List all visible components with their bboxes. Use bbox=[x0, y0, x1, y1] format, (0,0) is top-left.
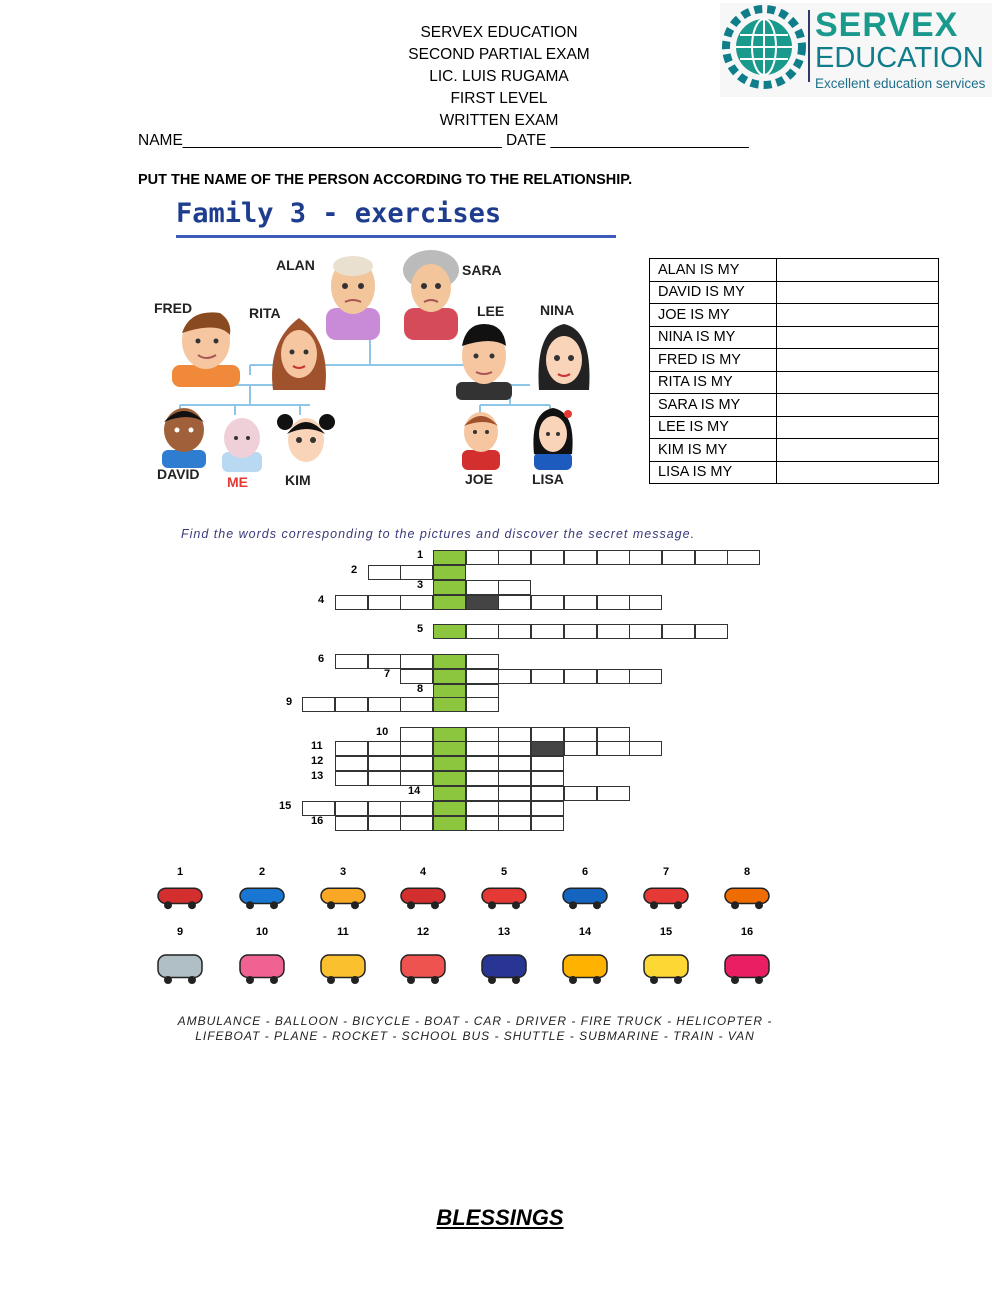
crossword-secret-cell[interactable] bbox=[433, 595, 466, 610]
crossword-number: 7 bbox=[384, 668, 391, 680]
crossword-cell[interactable] bbox=[335, 654, 368, 669]
crossword-cell[interactable] bbox=[498, 595, 531, 610]
crossword-cell[interactable] bbox=[466, 595, 499, 610]
crossword-cell[interactable] bbox=[466, 697, 499, 712]
crossword-cell[interactable] bbox=[564, 624, 597, 639]
header-line-2: SECOND PARTIAL EXAM bbox=[408, 46, 590, 63]
instruction: PUT THE NAME OF THE PERSON ACCORDING TO THE RELATIONSHIP. bbox=[138, 172, 633, 188]
word-list-line-2: LIFEBOAT - PLANE - ROCKET - SCHOOL BUS - SHUTTLE - SUBMARINE - TRAIN - VAN bbox=[195, 1029, 755, 1043]
fire-truck-icon bbox=[393, 878, 453, 912]
crossword-cell[interactable] bbox=[597, 595, 630, 610]
transport-number: 3 bbox=[339, 866, 347, 878]
transport-number: 10 bbox=[255, 926, 269, 938]
crossword-cell[interactable] bbox=[498, 741, 531, 756]
answer-cell[interactable] bbox=[777, 326, 939, 349]
crossword-cell[interactable] bbox=[531, 801, 564, 816]
crossword-cell[interactable] bbox=[466, 801, 499, 816]
label-david: DAVID bbox=[157, 466, 200, 482]
crossword-cell[interactable] bbox=[498, 816, 531, 831]
table-row bbox=[650, 461, 939, 484]
crossword-number: 15 bbox=[279, 800, 292, 812]
label-lisa: LISA bbox=[532, 471, 564, 487]
table-row bbox=[650, 371, 939, 394]
crossword-cell[interactable] bbox=[531, 741, 564, 756]
crossword-cell[interactable] bbox=[400, 654, 433, 669]
crossword-cell[interactable] bbox=[400, 741, 433, 756]
crossword-cell[interactable] bbox=[531, 727, 564, 742]
crossword-cell[interactable] bbox=[564, 727, 597, 742]
crossword-cell[interactable] bbox=[400, 595, 433, 610]
crossword-secret-cell[interactable] bbox=[433, 756, 466, 771]
shuttle-icon bbox=[232, 940, 292, 990]
crossword-cell[interactable] bbox=[400, 756, 433, 771]
crossword-cell[interactable] bbox=[531, 816, 564, 831]
balloon-icon bbox=[393, 940, 453, 990]
name-date-line: NAME_____________________________________ DATE _______________________ bbox=[138, 132, 749, 149]
crossword-secret-cell[interactable] bbox=[433, 697, 466, 712]
crossword-cell[interactable] bbox=[662, 624, 695, 639]
crossword-cell[interactable] bbox=[564, 741, 597, 756]
transport-number: 7 bbox=[662, 866, 670, 878]
crossword-cell[interactable] bbox=[629, 669, 662, 684]
crossword-cell[interactable] bbox=[466, 771, 499, 786]
crossword-cell[interactable] bbox=[368, 816, 401, 831]
crossword-cell[interactable] bbox=[597, 624, 630, 639]
label-alan: ALAN bbox=[276, 257, 315, 273]
crossword-cell[interactable] bbox=[302, 801, 335, 816]
helicopter-icon bbox=[150, 878, 210, 912]
rocket-icon bbox=[150, 940, 210, 990]
relationship-table bbox=[649, 258, 939, 484]
relationship-prompt: JOE IS MY bbox=[650, 304, 777, 327]
crossword-cell[interactable] bbox=[466, 756, 499, 771]
crossword-cell[interactable] bbox=[629, 595, 662, 610]
crossword-cell[interactable] bbox=[400, 771, 433, 786]
transport-number: 14 bbox=[578, 926, 592, 938]
logo-tagline: Excellent education services bbox=[815, 76, 986, 91]
fred-face-icon bbox=[170, 305, 242, 387]
crossword-cell[interactable] bbox=[400, 801, 433, 816]
school-bus-icon bbox=[313, 940, 373, 990]
answer-cell[interactable] bbox=[777, 394, 939, 417]
crossword-cell[interactable] bbox=[498, 550, 531, 565]
crossword-cell[interactable] bbox=[400, 697, 433, 712]
crossword-number: 3 bbox=[417, 579, 424, 591]
transport-number: 6 bbox=[581, 866, 589, 878]
crossword-cell[interactable] bbox=[531, 771, 564, 786]
answer-cell[interactable] bbox=[777, 259, 939, 282]
table-row bbox=[650, 259, 939, 282]
crossword-secret-cell[interactable] bbox=[433, 624, 466, 639]
crossword-cell[interactable] bbox=[498, 786, 531, 801]
crossword-number: 11 bbox=[311, 740, 323, 752]
crossword-cell[interactable] bbox=[335, 816, 368, 831]
label-nina: NINA bbox=[540, 302, 575, 318]
crossword-cell[interactable] bbox=[498, 727, 531, 742]
crossword-secret-cell[interactable] bbox=[433, 741, 466, 756]
label-kim: KIM bbox=[285, 472, 311, 488]
relationship-prompt: SARA IS MY bbox=[650, 394, 777, 417]
crossword-secret-cell[interactable] bbox=[433, 771, 466, 786]
crossword-cell[interactable] bbox=[368, 741, 401, 756]
header-line-5: WRITTEN EXAM bbox=[439, 112, 559, 129]
answer-cell[interactable] bbox=[777, 349, 939, 372]
relationship-prompt: FRED IS MY bbox=[650, 349, 777, 372]
crossword-cell[interactable] bbox=[368, 697, 401, 712]
logo-subtitle: EDUCATION bbox=[815, 42, 984, 74]
label-me: ME bbox=[227, 474, 248, 490]
submarine-icon bbox=[636, 940, 696, 990]
crossword-cell[interactable] bbox=[400, 727, 433, 742]
crossword-secret-cell[interactable] bbox=[433, 727, 466, 742]
crossword-number: 12 bbox=[311, 755, 324, 767]
label-rita: RITA bbox=[249, 305, 281, 321]
car-icon bbox=[717, 878, 777, 912]
crossword-cell[interactable] bbox=[466, 741, 499, 756]
driver-icon bbox=[555, 940, 615, 990]
crossword-secret-cell[interactable] bbox=[433, 550, 466, 565]
crossword-cell[interactable] bbox=[629, 741, 662, 756]
transport-number: 15 bbox=[659, 926, 673, 938]
boat-icon bbox=[232, 878, 292, 912]
crossword-cell[interactable] bbox=[335, 756, 368, 771]
answer-cell[interactable] bbox=[777, 461, 939, 484]
plane-icon bbox=[555, 878, 615, 912]
crossword-number: 8 bbox=[417, 683, 424, 695]
david-face-icon bbox=[158, 400, 210, 468]
relationship-prompt: LEE IS MY bbox=[650, 416, 777, 439]
relationship-prompt: NINA IS MY bbox=[650, 326, 777, 349]
table-row bbox=[650, 349, 939, 372]
crossword-cell[interactable] bbox=[597, 669, 630, 684]
crossword-cell[interactable] bbox=[466, 816, 499, 831]
relationship-prompt: LISA IS MY bbox=[650, 461, 777, 484]
crossword-instruction: Find the words corresponding to the pictures and discover the secret message. bbox=[181, 527, 696, 541]
crossword-number: 4 bbox=[318, 594, 325, 606]
crossword-secret-cell[interactable] bbox=[433, 580, 466, 595]
table-row bbox=[650, 439, 939, 462]
transport-number: 4 bbox=[419, 866, 427, 878]
crossword-cell[interactable] bbox=[662, 550, 695, 565]
lifeboat-icon bbox=[636, 878, 696, 912]
table-row bbox=[650, 304, 939, 327]
crossword-cell[interactable] bbox=[597, 786, 630, 801]
crossword-cell[interactable] bbox=[727, 550, 760, 565]
crossword-cell[interactable] bbox=[335, 595, 368, 610]
relationship-prompt: DAVID IS MY bbox=[650, 281, 777, 304]
table-row bbox=[650, 281, 939, 304]
train-icon bbox=[474, 940, 534, 990]
crossword-secret-cell[interactable] bbox=[433, 565, 466, 580]
label-joe: JOE bbox=[465, 471, 494, 487]
crossword-cell[interactable] bbox=[597, 741, 630, 756]
crossword-secret-cell[interactable] bbox=[433, 654, 466, 669]
crossword-cell[interactable] bbox=[466, 580, 499, 595]
crossword-cell[interactable] bbox=[466, 624, 499, 639]
crossword-number: 9 bbox=[286, 696, 293, 708]
crossword-cell[interactable] bbox=[302, 697, 335, 712]
transport-number: 2 bbox=[258, 866, 266, 878]
relationship-prompt: ALAN IS MY bbox=[650, 259, 777, 282]
crossword-cell[interactable] bbox=[629, 550, 662, 565]
crossword-cell[interactable] bbox=[335, 697, 368, 712]
crossword-cell[interactable] bbox=[498, 756, 531, 771]
crossword-number: 14 bbox=[408, 785, 421, 797]
crossword-secret-cell[interactable] bbox=[433, 801, 466, 816]
crossword-number: 1 bbox=[417, 549, 424, 561]
crossword-number: 16 bbox=[311, 815, 324, 827]
joe-face-icon bbox=[458, 404, 504, 470]
crossword-cell[interactable] bbox=[498, 771, 531, 786]
answer-cell[interactable] bbox=[777, 371, 939, 394]
label-sara: SARA bbox=[462, 262, 502, 278]
crossword-secret-cell[interactable] bbox=[433, 786, 466, 801]
crossword-cell[interactable] bbox=[368, 771, 401, 786]
crossword-cell[interactable] bbox=[466, 786, 499, 801]
table-row bbox=[650, 326, 939, 349]
footer-blessings: BLESSINGS bbox=[436, 1205, 564, 1230]
crossword-secret-cell[interactable] bbox=[433, 816, 466, 831]
globe-gear-icon bbox=[722, 5, 806, 89]
label-fred: FRED bbox=[154, 300, 193, 316]
crossword-cell[interactable] bbox=[368, 595, 401, 610]
crossword-cell[interactable] bbox=[597, 727, 630, 742]
crossword-cell[interactable] bbox=[400, 669, 433, 684]
transport-number: 5 bbox=[500, 866, 508, 878]
answer-cell[interactable] bbox=[777, 416, 939, 439]
transport-number: 13 bbox=[497, 926, 511, 938]
transport-number: 11 bbox=[337, 926, 349, 938]
crossword-cell[interactable] bbox=[466, 550, 499, 565]
crossword-number: 6 bbox=[318, 653, 325, 665]
crossword-cell[interactable] bbox=[368, 756, 401, 771]
crossword-cell[interactable] bbox=[531, 756, 564, 771]
crossword-cell[interactable] bbox=[335, 771, 368, 786]
crossword-cell[interactable] bbox=[564, 595, 597, 610]
ambulance-icon bbox=[474, 878, 534, 912]
crossword-cell[interactable] bbox=[695, 550, 728, 565]
crossword-cell[interactable] bbox=[400, 816, 433, 831]
header-line-1: SERVEX EDUCATION bbox=[420, 24, 578, 41]
relationship-prompt: KIM IS MY bbox=[650, 439, 777, 462]
crossword-cell[interactable] bbox=[368, 565, 401, 580]
crossword-secret-cell[interactable] bbox=[433, 669, 466, 684]
crossword-cell[interactable] bbox=[466, 654, 499, 669]
relationship-prompt: RITA IS MY bbox=[650, 371, 777, 394]
transport-number: 8 bbox=[743, 866, 751, 878]
family-title-underline bbox=[176, 235, 616, 238]
crossword-cell[interactable] bbox=[498, 580, 531, 595]
crossword-cell[interactable] bbox=[564, 786, 597, 801]
transport-number: 1 bbox=[176, 866, 184, 878]
label-lee: LEE bbox=[477, 303, 505, 319]
lee-face-icon bbox=[452, 318, 516, 400]
lisa-face-icon bbox=[528, 404, 578, 470]
crossword-cell[interactable] bbox=[335, 741, 368, 756]
kim-face-icon bbox=[277, 404, 335, 472]
answer-cell[interactable] bbox=[777, 439, 939, 462]
crossword-number: 5 bbox=[417, 623, 424, 635]
word-list-line-1: AMBULANCE - BALLOON - BICYCLE - BOAT - CAR - DRIVER - FIRE TRUCK - HELICOPTER - bbox=[177, 1014, 773, 1028]
van-icon bbox=[313, 878, 373, 912]
crossword-cell[interactable] bbox=[629, 624, 662, 639]
nina-face-icon bbox=[535, 318, 593, 400]
header-line-3: LIC. LUIS RUGAMA bbox=[429, 68, 569, 85]
crossword-cell[interactable] bbox=[368, 654, 401, 669]
crossword-cell[interactable] bbox=[695, 624, 728, 639]
table-row bbox=[650, 416, 939, 439]
crossword-number: 13 bbox=[311, 770, 324, 782]
transport-number: 16 bbox=[740, 926, 754, 938]
transport-number: 12 bbox=[416, 926, 430, 938]
crossword-cell[interactable] bbox=[466, 669, 499, 684]
answer-cell[interactable] bbox=[777, 281, 939, 304]
crossword-cell[interactable] bbox=[564, 669, 597, 684]
header-line-4: FIRST LEVEL bbox=[450, 90, 548, 107]
me-baby-face-icon bbox=[218, 414, 266, 472]
crossword-cell[interactable] bbox=[335, 801, 368, 816]
table-row bbox=[650, 394, 939, 417]
crossword-cell[interactable] bbox=[466, 727, 499, 742]
crossword-number: 10 bbox=[376, 726, 389, 738]
crossword-cell[interactable] bbox=[498, 624, 531, 639]
crossword-cell[interactable] bbox=[531, 595, 564, 610]
crossword-cell[interactable] bbox=[368, 801, 401, 816]
crossword-cell[interactable] bbox=[531, 669, 564, 684]
transport-number: 9 bbox=[176, 926, 184, 938]
rita-face-icon bbox=[265, 312, 333, 392]
crossword-cell[interactable] bbox=[531, 624, 564, 639]
crossword-cell[interactable] bbox=[564, 550, 597, 565]
logo-title: SERVEX bbox=[815, 6, 959, 44]
crossword-cell[interactable] bbox=[498, 801, 531, 816]
crossword-cell[interactable] bbox=[597, 550, 630, 565]
answer-cell[interactable] bbox=[777, 304, 939, 327]
bicycle-icon bbox=[717, 940, 777, 990]
family-title: Family 3 - exercises bbox=[176, 198, 502, 229]
crossword-cell[interactable] bbox=[531, 786, 564, 801]
crossword-cell[interactable] bbox=[498, 669, 531, 684]
crossword-cell[interactable] bbox=[400, 565, 433, 580]
crossword-number: 2 bbox=[351, 564, 358, 576]
crossword-cell[interactable] bbox=[531, 550, 564, 565]
logo-divider bbox=[808, 10, 810, 82]
